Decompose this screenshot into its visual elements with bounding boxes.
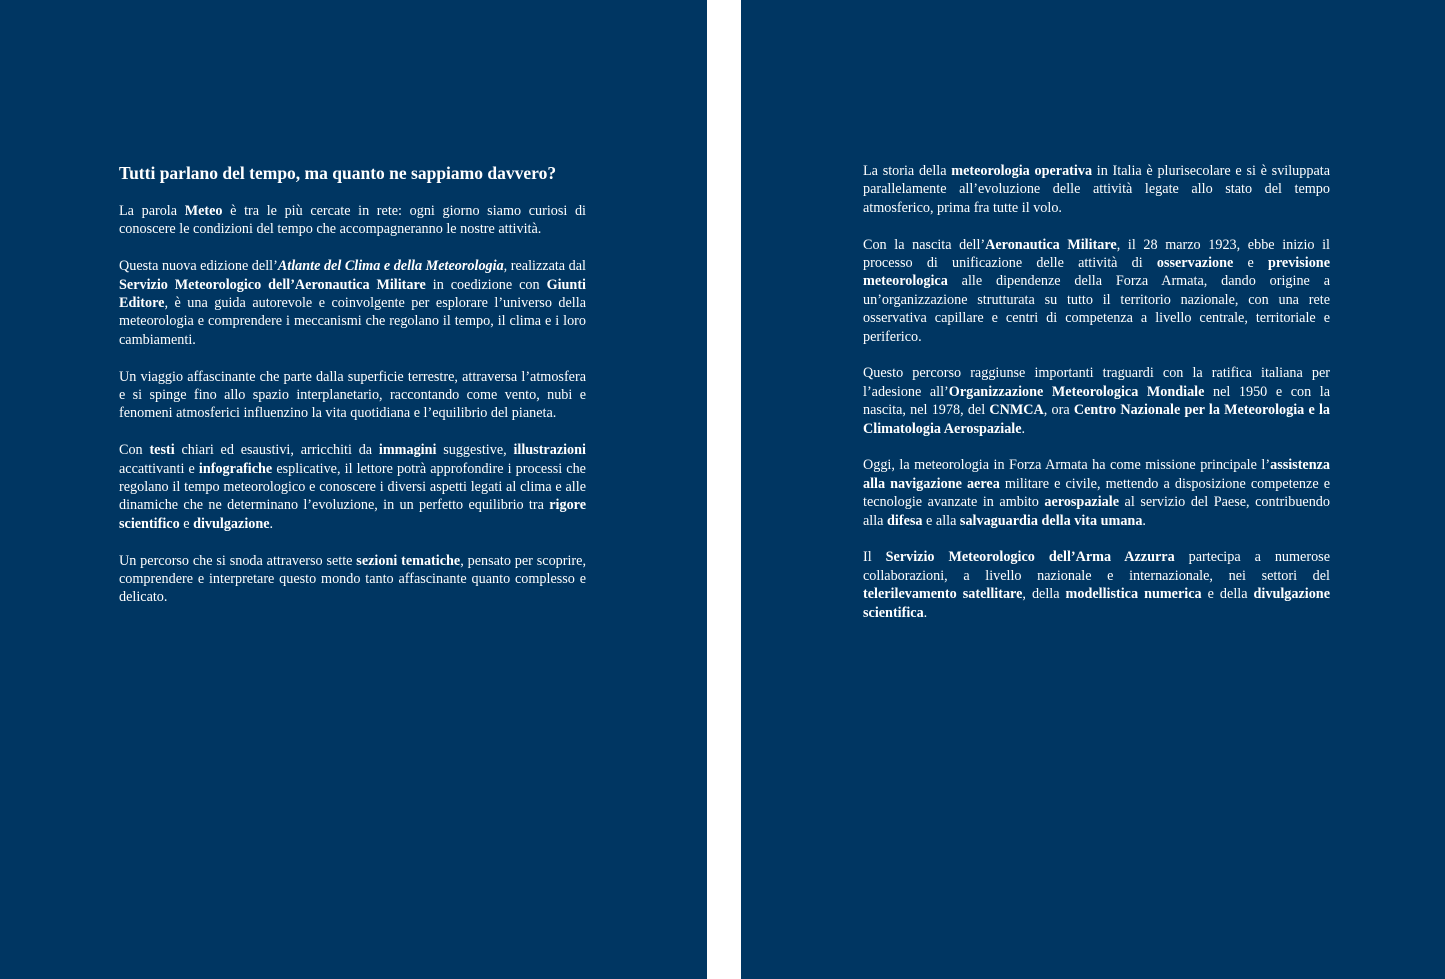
bold-text: rigore scientifico [119,497,586,532]
body-text: è tra le più cercate in rete: ogni giorno siamo curiosi di conoscere le condizioni del tempo che accompagneranno le nostre attività. [119,203,586,238]
body-text: e [179,515,194,532]
bold-text: illustrazioni [513,442,586,459]
bold-text: previsione meteorologica [863,255,1330,290]
paragraph [119,368,586,423]
body-text: Un percorso che si snoda attraverso sette [119,552,357,569]
bold-text: aerospaziale [1044,494,1119,511]
paragraph [863,548,1330,622]
body-text: La parola [119,203,185,219]
body-text: . [1142,512,1146,529]
body-text: esplicative, il lettore potrà approfondire i processi che regolano il tempo meteorologico e conoscere i diversi aspetti legati al clima e alle dinamiche che ne determinano l’evoluzione, in un perfetto equilibrio tra [119,460,586,514]
right-text-block [863,162,1330,640]
bold-text: Giunti Editore [119,276,586,312]
body-text: La storia della [863,163,952,179]
body-text: militare e civile, mettendo a disposizione competenze e tecnologie avanzate in ambito [863,475,1331,511]
paragraph [863,364,1330,438]
emphasis-text: Atlante del Clima e della Meteorologia [277,258,504,275]
bold-text: infografiche [198,460,273,477]
right-paragraphs [863,162,1330,622]
body-text: in Italia è plurisecolare e si è sviluppata parallelamente all’evoluzione delle attività legate allo stato del tempo atmosferico, prima fra tutte il volo. [863,163,1330,216]
bold-text: divulgazione scientifica [863,586,1330,621]
body-text: , della [1022,586,1066,603]
body-text: , realizzata dal [503,258,586,275]
body-text: nel 1950 e con la nascita, nel 1978, del [863,383,1330,419]
body-text: Con la nascita dell’ [863,236,986,253]
paragraph [863,162,1330,217]
bold-text: Centro Nazionale per la Meteorologia e la Climatologia Aerospaziale [863,402,1330,437]
body-text: partecipa a numerose collaborazioni, a livello nazionale e internazionale, nei settori del [863,549,1330,584]
bold-text: Servizio Meteorologico dell’Aeronautica Militare [119,276,426,293]
paragraph [863,236,1330,346]
paragraph [119,441,586,533]
bold-text: CNMCA [989,402,1044,419]
paragraph [119,202,586,239]
body-text: accattivanti e [119,460,199,477]
bold-text: salvaguardia della vita umana [959,512,1143,529]
bold-text: osservazione [1156,255,1234,272]
body-text: Con [119,442,150,459]
left-text-block [119,162,586,625]
body-text: Oggi, la meteorologia in Forza Armata ha come missione principale l’ [863,457,1271,474]
bold-text: testi [149,442,175,459]
body-text: , il 28 marzo 1923, ebbe inizio il processo di unificazione delle attività di [863,236,1331,272]
bold-italic-text [278,258,504,274]
bold-text: divulgazione [193,515,270,532]
bold-text: sezioni tematiche [356,552,461,569]
bold-text: Aeronautica Militare [985,236,1117,253]
bold-text: immagini [378,442,437,459]
body-text: , ora [1043,402,1074,419]
body-text: Il [863,549,886,566]
body-text: e [1233,255,1268,272]
page-heading: Tutti parlano del tempo, ma quanto ne sappiamo davvero? [119,163,557,183]
body-text: . [923,604,928,621]
bold-text: telerilevamento satellitare [863,586,1023,603]
page-gutter [707,0,741,979]
body-text: al servizio del Paese, contribuendo alla [863,494,1330,529]
left-page [0,0,707,979]
body-text: . [1021,420,1026,437]
body-text: . [269,515,274,532]
paragraph [119,552,586,607]
body-text: , è una guida autorevole e coinvolgente per esplorare l’universo della meteorologia e comprendere i meccanismi che regolano il tempo, il clima e i loro cambiamenti. [119,295,586,348]
body-text: suggestive, [436,442,514,459]
bold-text: Organizzazione Meteorologica Mondiale [948,383,1205,400]
body-text: alle dipendenze della Forza Armata, dando origine a un’organizzazione strutturata su tutto il territorio nazionale, con una rete osservativa capillare e centri di competenza a livello centrale, territoriale e periferico. [863,273,1330,345]
bold-text: assistenza alla navigazione aerea [863,457,1330,492]
bold-text: meteorologia operativa [951,163,1093,179]
paragraph [119,257,586,349]
body-text: chiari ed esaustivi, arricchiti da [174,442,379,459]
body-text: Questo percorso raggiunse importanti traguardi con la ratifica italiana per l’adesione all’ [863,365,1330,400]
body-text: Questa nuova edizione dell’ [119,258,278,275]
bold-text: modellistica numerica [1065,586,1202,603]
left-paragraphs [119,202,586,607]
body-text: in coedizione con [425,276,547,293]
body-text: e della [1201,586,1254,603]
paragraph [863,456,1330,530]
right-page [741,0,1445,979]
body-text: e alla [922,512,960,529]
body-text: , pensato per scoprire, comprendere e interpretare questo mondo tanto affascinante quanto complesso e delicato. [119,552,586,606]
bold-text: Meteo [184,203,223,219]
bold-text: Servizio Meteorologico dell’Arma Azzurra [885,549,1175,566]
bold-text: difesa [887,512,923,529]
body-text: Un viaggio affascinante che parte dalla superficie terrestre, attraversa l’atmosfera e si spinge fino allo spazio interplanetario, raccontando come vento, nubi e fenomeni atmosferici influenzino la vita quotidiana e l’equilibrio del pianeta. [119,368,586,422]
